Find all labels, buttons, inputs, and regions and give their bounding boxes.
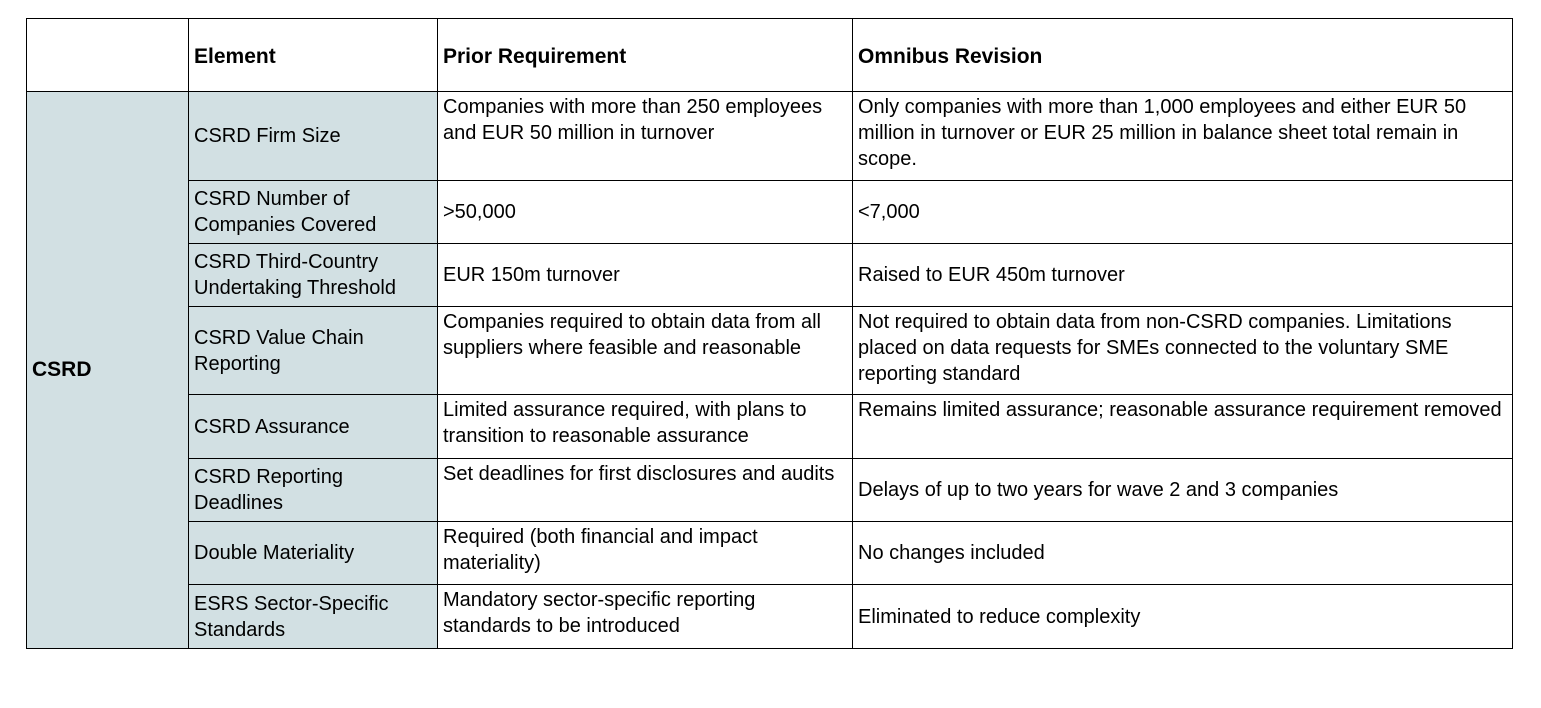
table-row — [27, 585, 1513, 649]
omnibus-cell: Delays of up to two years for wave 2 and 3 companies — [853, 459, 1513, 522]
prior-cell: Limited assurance required, with plans to transition to reasonable assurance — [438, 395, 853, 459]
element-cell: CSRD Reporting Deadlines — [189, 459, 438, 522]
header-prior-requirement: Prior Requirement — [438, 19, 853, 92]
table-row — [27, 92, 1513, 181]
category-cell: CSRD — [27, 92, 189, 649]
prior-cell: Mandatory sector-specific reporting standards to be introduced — [438, 585, 853, 649]
omnibus-cell: <7,000 — [853, 181, 1513, 244]
table-row — [27, 181, 1513, 244]
element-cell: CSRD Number of Companies Covered — [189, 181, 438, 244]
element-cell: ESRS Sector-Specific Standards — [189, 585, 438, 649]
element-cell: CSRD Firm Size — [189, 92, 438, 181]
element-cell: CSRD Assurance — [189, 395, 438, 459]
omnibus-cell: Eliminated to reduce complexity — [853, 585, 1513, 649]
element-cell: CSRD Value Chain Reporting — [189, 307, 438, 395]
prior-cell: Set deadlines for first disclosures and audits — [438, 459, 853, 522]
omnibus-cell: Remains limited assurance; reasonable assurance requirement removed — [853, 395, 1513, 459]
comparison-table — [26, 18, 1513, 649]
table-row — [27, 307, 1513, 395]
header-corner — [27, 19, 189, 92]
header-element: Element — [189, 19, 438, 92]
table-row — [27, 395, 1513, 459]
prior-cell: >50,000 — [438, 181, 853, 244]
prior-cell: Required (both financial and impact materiality) — [438, 522, 853, 585]
omnibus-cell: Raised to EUR 450m turnover — [853, 244, 1513, 307]
element-cell: Double Materiality — [189, 522, 438, 585]
table-row — [27, 244, 1513, 307]
table-row — [27, 522, 1513, 585]
table-row — [27, 459, 1513, 522]
omnibus-cell: Not required to obtain data from non-CSRD companies. Limitations placed on data requests for SMEs connected to the voluntary SME reporting standard — [853, 307, 1513, 395]
prior-cell: EUR 150m turnover — [438, 244, 853, 307]
element-cell: CSRD Third-Country Undertaking Threshold — [189, 244, 438, 307]
header-row — [27, 19, 1513, 92]
prior-cell: Companies with more than 250 employees and EUR 50 million in turnover — [438, 92, 853, 181]
omnibus-cell: Only companies with more than 1,000 employees and either EUR 50 million in turnover or EUR 25 million in balance sheet total remain in scope. — [853, 92, 1513, 181]
prior-cell: Companies required to obtain data from all suppliers where feasible and reasonable — [438, 307, 853, 395]
header-omnibus-revision: Omnibus Revision — [853, 19, 1513, 92]
omnibus-cell: No changes included — [853, 522, 1513, 585]
